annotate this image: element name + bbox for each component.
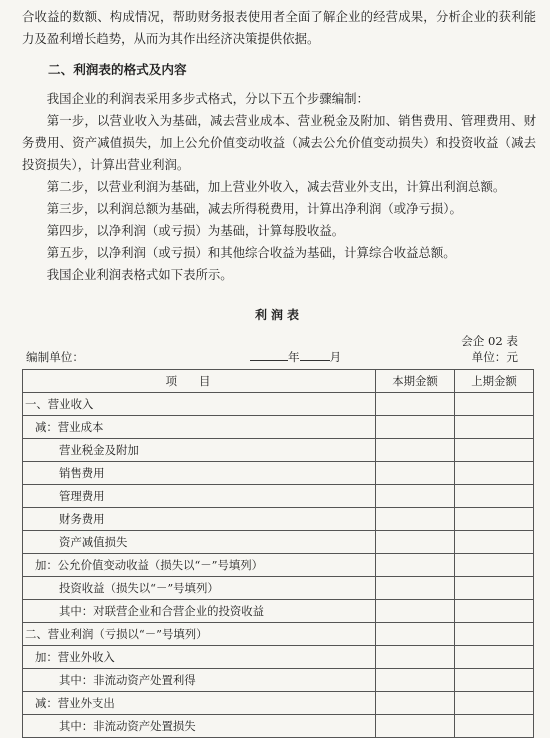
paragraph-method: 我国企业的利润表采用多步式格式，分以下五个步骤编制：	[46, 91, 369, 106]
row-label: 财务费用	[23, 508, 376, 531]
table-row	[23, 715, 534, 738]
table-row	[23, 416, 534, 439]
row-label: 投资收益（损失以“－”号填列）	[23, 577, 376, 600]
row-label: 管理费用	[23, 485, 376, 508]
period-field	[250, 349, 341, 365]
intro-paragraph: 合收益的数额、构成情况，帮助财务报表使用者全面了解企业的经营成果，分析企业的获利能力及盈利增长趋势，从而为其作出经济决策提供依据。	[22, 9, 536, 46]
prior-amount-cell[interactable]	[455, 485, 534, 508]
prior-amount-cell[interactable]	[455, 692, 534, 715]
row-label: 加：公允价值变动收益（损失以“－”号填列）	[23, 554, 376, 577]
row-label: 其中：对联营企业和合营企业的投资收益	[23, 600, 376, 623]
section-heading: 二、利润表的格式及内容	[48, 62, 187, 77]
prior-amount-cell[interactable]	[455, 416, 534, 439]
current-amount-cell[interactable]	[376, 577, 455, 600]
current-amount-cell[interactable]	[376, 692, 455, 715]
table-row	[23, 462, 534, 485]
current-amount-cell[interactable]	[376, 462, 455, 485]
current-amount-cell[interactable]	[376, 554, 455, 577]
current-amount-cell[interactable]	[376, 416, 455, 439]
statement-meta	[22, 333, 536, 365]
year-blank	[250, 350, 288, 361]
prior-amount-cell[interactable]	[455, 508, 534, 531]
row-label: 减：营业外支出	[23, 692, 376, 715]
row-label: 资产减值损失	[23, 531, 376, 554]
prior-amount-cell[interactable]	[455, 554, 534, 577]
document-page	[0, 6, 550, 733]
header-current-period: 本期金额	[376, 370, 455, 393]
paragraph-step-3: 第三步，以利润总额为基础，减去所得税费用，计算出净利润（或净亏损）。	[46, 201, 462, 216]
row-label: 其中：非流动资产处置利得	[23, 669, 376, 692]
unit-label: 单位：元	[471, 350, 518, 364]
table-row	[23, 692, 534, 715]
header-item: 项目	[23, 370, 376, 393]
row-label: 减：营业成本	[23, 416, 376, 439]
current-amount-cell[interactable]	[376, 646, 455, 669]
prior-amount-cell[interactable]	[455, 462, 534, 485]
table-row	[23, 531, 534, 554]
prior-amount-cell[interactable]	[455, 669, 534, 692]
paragraph-step-4: 第四步，以净利润（或亏损）为基础，计算每股收益。	[46, 223, 345, 238]
table-row	[23, 485, 534, 508]
row-label: 二、营业利润（亏损以“－”号填列）	[23, 623, 376, 646]
current-amount-cell[interactable]	[376, 439, 455, 462]
month-blank	[300, 350, 330, 361]
prior-amount-cell[interactable]	[455, 531, 534, 554]
table-header-row	[23, 370, 534, 393]
current-amount-cell[interactable]	[376, 715, 455, 738]
prior-amount-cell[interactable]	[455, 646, 534, 669]
row-label: 一、营业收入	[23, 393, 376, 416]
year-label: 年	[288, 350, 300, 364]
current-amount-cell[interactable]	[376, 508, 455, 531]
compiler-label: 编制单位：	[26, 350, 84, 364]
prior-amount-cell[interactable]	[455, 439, 534, 462]
prior-amount-cell[interactable]	[455, 577, 534, 600]
current-amount-cell[interactable]	[376, 393, 455, 416]
table-row	[23, 669, 534, 692]
statement-title: 利润表	[254, 308, 303, 322]
table-row	[23, 439, 534, 462]
prior-amount-cell[interactable]	[455, 623, 534, 646]
prior-amount-cell[interactable]	[455, 715, 534, 738]
table-row	[23, 600, 534, 623]
paragraph-step-1: 第一步，以营业收入为基础，减去营业成本、营业税金及附加、销售费用、管理费用、财务费用、资产减值损失，加上公允价值变动收益（减去公允价值变动损失）和投资收益（减去投资损失），计算出营业利润。	[22, 113, 536, 172]
row-label: 其中：非流动资产处置损失	[23, 715, 376, 738]
paragraph-step-2: 第二步，以营业利润为基础，加上营业外收入，减去营业外支出，计算出利润总额。	[46, 179, 506, 194]
current-amount-cell[interactable]	[376, 531, 455, 554]
header-prior-period: 上期金额	[455, 370, 534, 393]
paragraph-format-intro: 我国企业利润表格式如下表所示。	[46, 267, 233, 282]
table-row	[23, 577, 534, 600]
current-amount-cell[interactable]	[376, 623, 455, 646]
prior-amount-cell[interactable]	[455, 600, 534, 623]
row-label: 营业税金及附加	[23, 439, 376, 462]
form-code: 会企 02 表	[461, 334, 518, 348]
current-amount-cell[interactable]	[376, 669, 455, 692]
table-body	[23, 393, 534, 738]
paragraph-step-5: 第五步，以净利润（或亏损）和其他综合收益为基础，计算综合收益总额。	[46, 245, 456, 260]
table-row	[23, 508, 534, 531]
table-row	[23, 393, 534, 416]
row-label: 加：营业外收入	[23, 646, 376, 669]
income-statement-table	[22, 369, 534, 738]
row-label: 销售费用	[23, 462, 376, 485]
prior-amount-cell[interactable]	[455, 393, 534, 416]
steps-block	[22, 88, 536, 286]
table-row	[23, 554, 534, 577]
current-amount-cell[interactable]	[376, 485, 455, 508]
table-row	[23, 623, 534, 646]
table-row	[23, 646, 534, 669]
current-amount-cell[interactable]	[376, 600, 455, 623]
month-label: 月	[329, 350, 342, 364]
